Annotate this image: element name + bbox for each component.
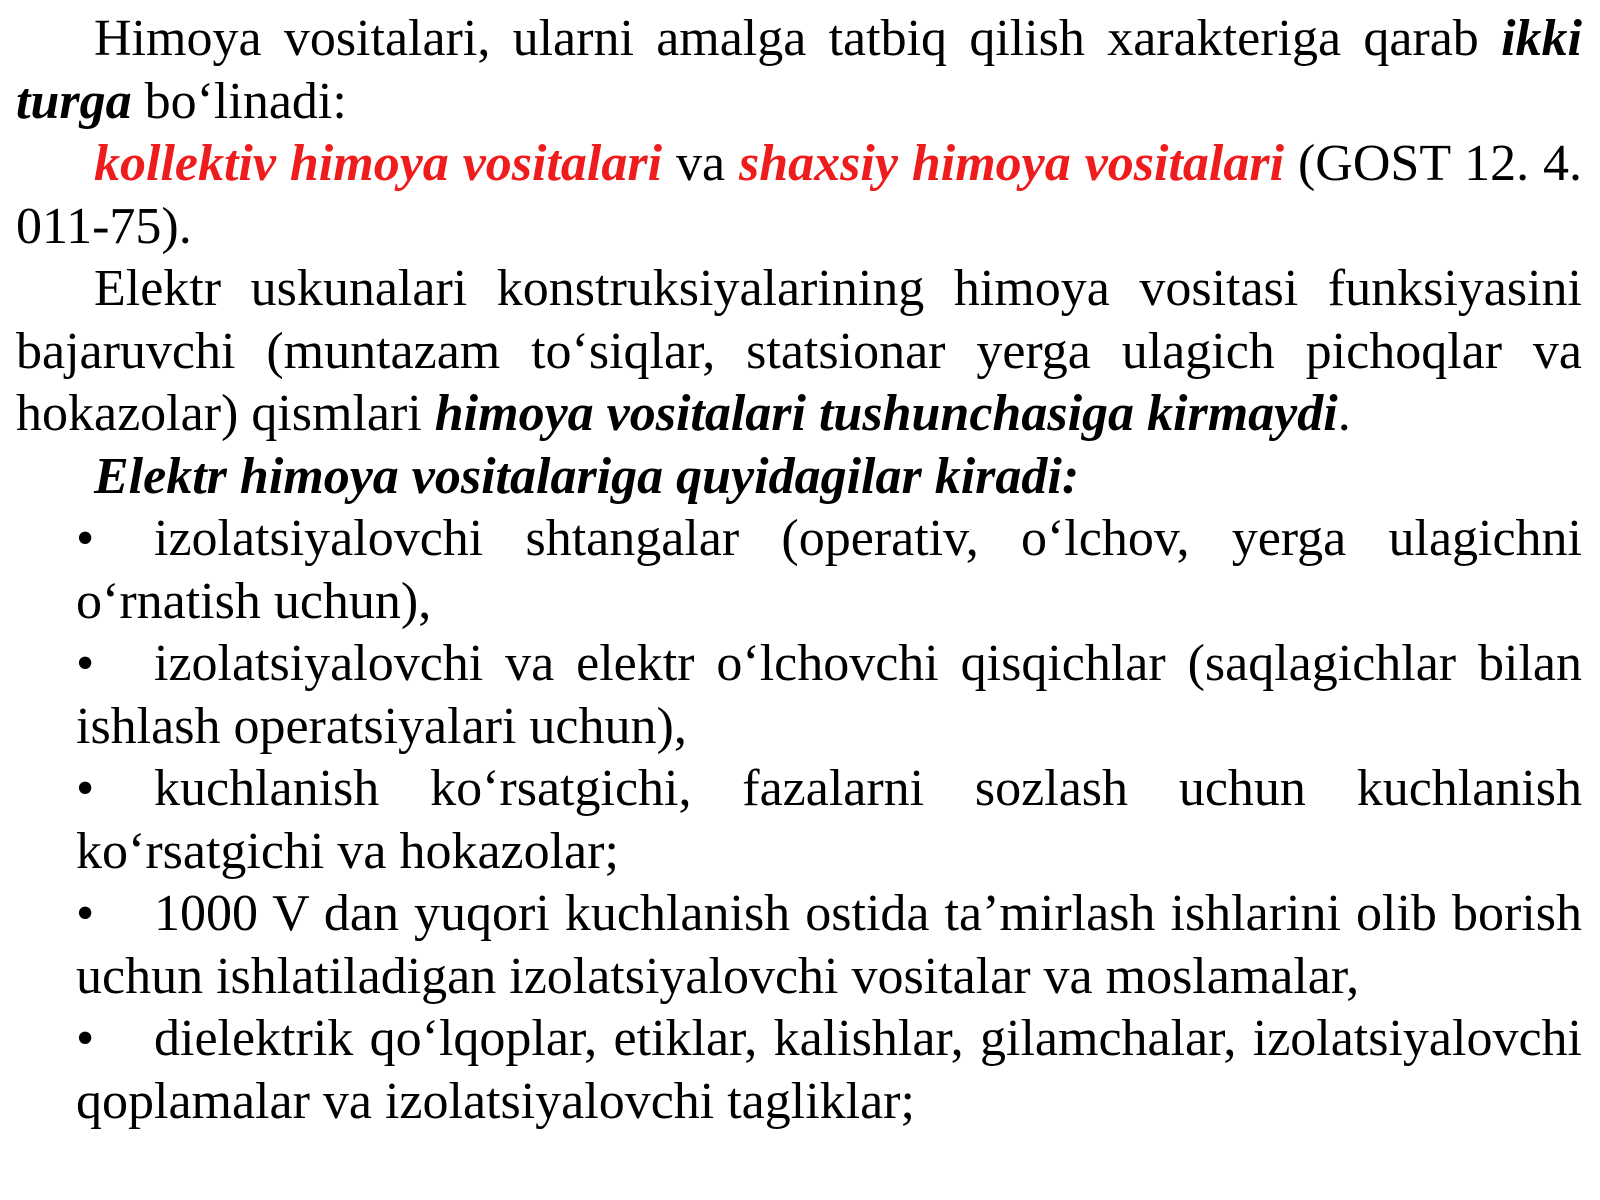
gost-reference: (GOST 12. 4. 011-75). [16,135,1583,255]
list-item [76,1008,1582,1133]
bullet-icon: • [76,885,95,942]
exclusion-tail: . [1337,385,1351,442]
types-paragraph [16,133,1582,258]
intro-tail: bo‘linadi: [131,72,347,130]
collective-protection-term: kollektiv himoya vositalari [94,135,663,192]
exclusion-paragraph [16,258,1582,446]
list-item [76,758,1582,883]
exclusion-emphasis: himoya vositalari tushunchasiga kirmaydi [434,385,1338,442]
exclusion-text: Elektr uskunalari konstruksiyalarining himoya vositasi funksiyasini bajaruvchi (muntazam to‘siqlar, statsionar yerga ulagich pichoqlar va hokazolar) qismlari [16,260,1582,442]
list-item [76,633,1582,758]
intro-paragraph [16,8,1582,133]
list-item [76,883,1582,1008]
bullet-icon: • [76,635,95,692]
list-item-text: izolatsiyalovchi shtangalar (operativ, o‘lchov, yerga ulagichni o‘rnatish uchun), [76,510,1582,630]
list-heading: Elektr himoya vositalariga quyidagilar kiradi: [94,447,1080,505]
list-item-text: izolatsiyalovchi va elektr o‘lchovchi qisqichlar (saqlagichlar bilan ishlash operatsiyalari uchun), [76,635,1582,755]
bullet-icon: • [76,760,95,817]
protection-means-list [16,508,1582,1133]
bullet-icon: • [76,1010,95,1067]
bullet-icon: • [76,510,95,567]
intro-text: Himoya vositalari, ularni amalga tatbiq qilish xarakteriga qarab [94,10,1502,67]
list-item-text: 1000 V dan yuqori kuchlanish ostida ta’mirlash ishlarini olib borish uchun ishlatiladigan izolatsiyalovchi vositalar va moslamalar, [76,885,1582,1005]
list-item-text: kuchlanish ko‘rsatgichi, fazalarni sozlash uchun kuchlanish ko‘rsatgichi va hokazolar; [76,760,1582,880]
personal-protection-term: shaxsiy himoya vositalari [739,135,1285,192]
document-page [16,8,1582,1133]
intro-emphasis: ikki turga [16,10,1582,130]
list-item-text: dielektrik qo‘lqoplar, etiklar, kalishlar, gilamchalar, izolatsiyalovchi qoplamalar va izolatsiyalovchi tagliklar; [76,1010,1582,1130]
list-item [76,508,1582,633]
types-conjunction: va [662,135,740,192]
